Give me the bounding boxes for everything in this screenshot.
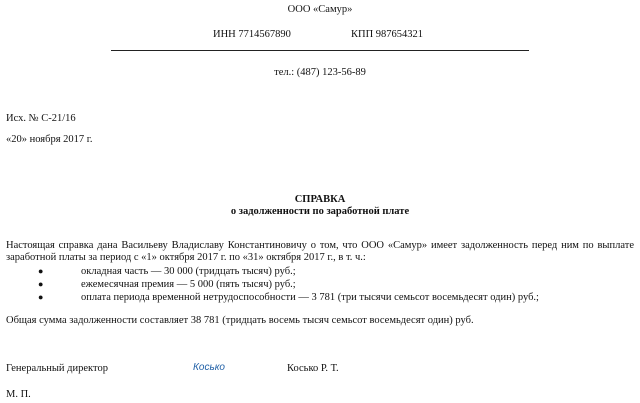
intro-paragraph — [6, 240, 634, 264]
director-name: Косько Р. Т. — [287, 363, 339, 374]
total-debt: Общая сумма задолженности составляет 38 781 (тридцать восемь тысяч семьсот восемьдесят один) руб. — [6, 315, 474, 326]
handwritten-signature: Косько — [193, 362, 225, 373]
company-name: ООО «Самур» — [287, 4, 353, 15]
outgoing-number: Исх. № С-21/16 — [6, 113, 76, 124]
list-item-text: оплата периода временной нетрудоспособности — 3 781 (три тысячи семьсот восемьдесят один) руб.; — [81, 292, 539, 303]
director-position: Генеральный директор — [6, 363, 108, 374]
bullet-icon: ● — [38, 279, 44, 289]
list-item-text: окладная часть — 30 000 (тридцать тысяч) руб.; — [81, 266, 296, 277]
document-subtitle: о задолженности по заработной плате — [230, 206, 410, 217]
intro-line: Настоящая справка дана Васильеву Владиславу Константиновичу о том, что ООО «Самур» имеет задолженность перед ним по выплате — [6, 240, 634, 251]
stamp-place: М. П. — [6, 389, 31, 400]
list-item — [0, 265, 539, 278]
list-item-text: ежемесячная премия — 5 000 (пять тысяч) руб.; — [81, 279, 296, 290]
list-item — [0, 278, 539, 291]
inn-number: ИНН 7714567890 — [213, 29, 291, 40]
list-item — [0, 291, 539, 304]
intro-line: заработной платы за период с «1» октября 2017 г. по «31» октября 2017 г., в т. ч.: — [6, 252, 366, 263]
document-title: СПРАВКА — [294, 194, 346, 205]
bullet-icon: ● — [38, 266, 44, 276]
document-date: «20» ноября 2017 г. — [6, 134, 93, 145]
bullet-icon: ● — [38, 292, 44, 302]
debt-items-list — [0, 265, 539, 304]
company-phone: тел.: (487) 123-56-89 — [274, 67, 366, 78]
kpp-number: КПП 987654321 — [351, 29, 424, 40]
header-divider — [111, 50, 529, 51]
